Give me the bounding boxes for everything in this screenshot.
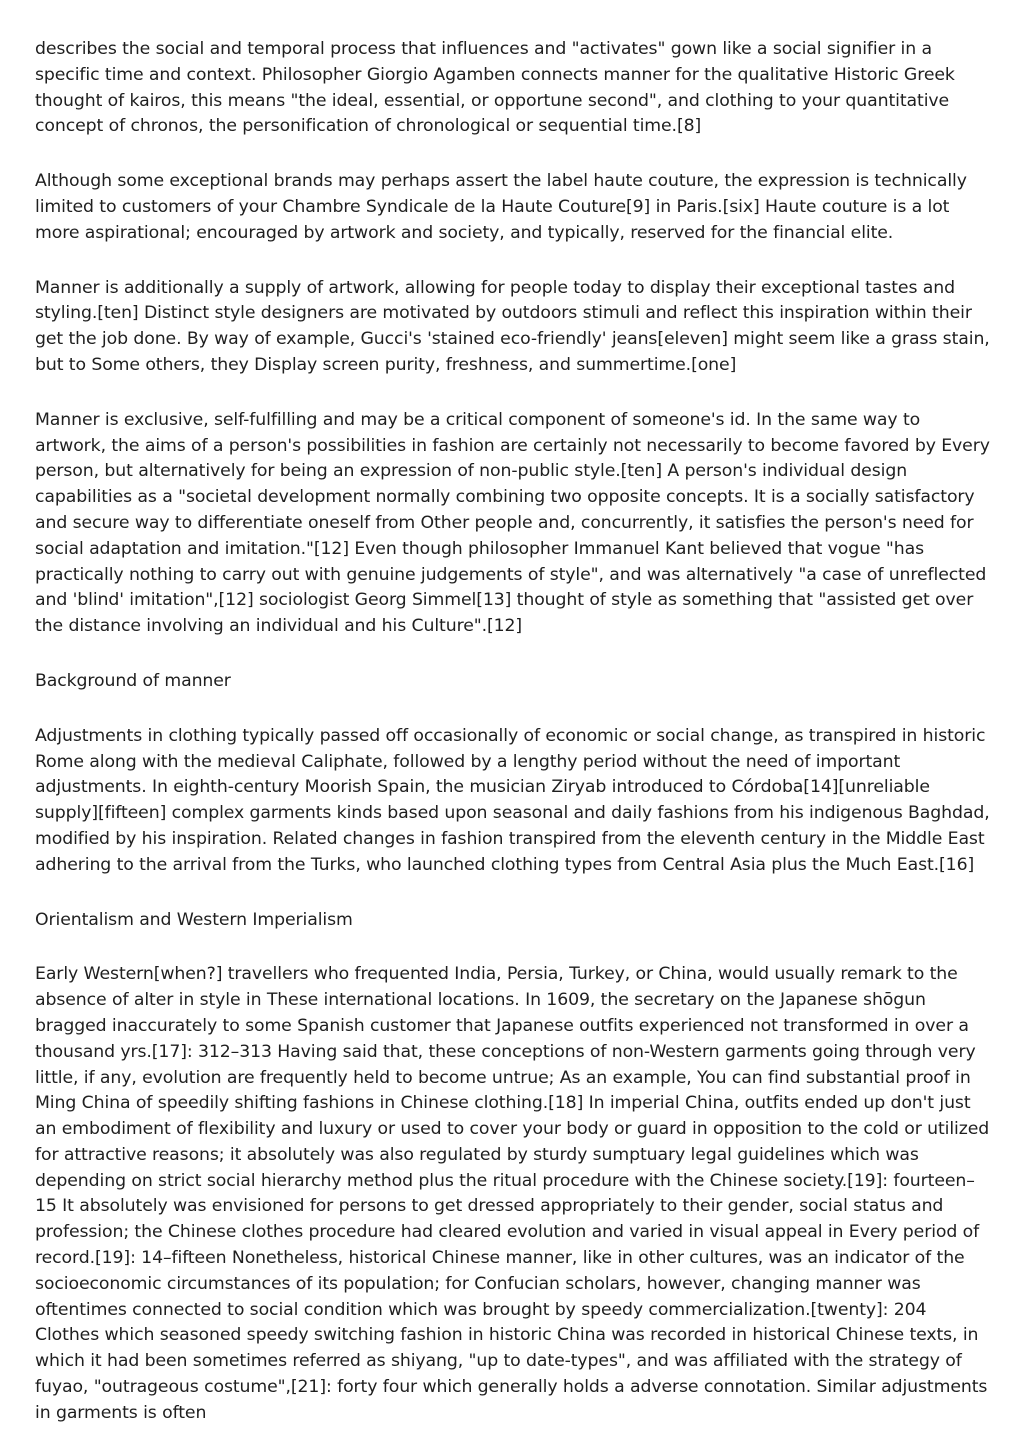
paragraph-social-temporal-process: describes the social and temporal process that influences and "activates" gown like a social signifier in a specific time and context. Philosopher Giorgio Agamben connects manner for the qualitative Historic Greek thought of kairos, this means "the ideal, essential, or opportune second", and clothing to your quantitative concept of chronos, the personification of chronological or sequential time.[8] bbox=[35, 39, 955, 137]
paragraph-western-travellers: Early Western[when?] travellers who frequented India, Persia, Turkey, or China, would usually remark to the absence of alter in style in These international locations. In 1609, the secretary on the Japanese shōgun bragged inaccurately to some Spanish customer that Japanese outfits experienced not transformed in over a thousand yrs.[17]: 312–313 Having said that, these conceptions of non-Western garments going through very little, if any, evolution are frequently held to become untrue; As an example, You can find substantial proof in Ming China of speedily shifting fashions in Chinese clothing.[18] In imperial China, outfits ended up don't just an embodiment of flexibility and luxury or used to cover your body or guard in opposition to the cold or utilized for attractive reasons; it absolutely was also regulated by sturdy sumptuary legal guidelines which was depending on strict social hierarchy method plus the ritual procedure with the Chinese society.[19]: fourteen–15 It absolutely was envisioned for persons to get dressed appropriately to their gender, social status and profession; the Chinese clothes procedure had cleared evolution and varied in visual appeal in Every period of record.[19]: 14–fifteen Nonetheless, historical Chinese manner, like in other cultures, was an indicator of the socioeconomic circumstances of its population; for Confucian scholars, however, changing manner was oftentimes connected to social condition which was brought by speedy commercialization.[twenty]: 204 Clothes which seasoned speedy switching fashion in historic China was recorded in historical Chinese texts, in which it had been sometimes referred as shiyang, "up to date-types", and was affiliated with the strategy of fuyao, "outrageous costume",[21]: forty four which generally holds a adverse connotation. Similar adjustments in garments is often bbox=[35, 964, 990, 1423]
paragraph-clothing-changes: Adjustments in clothing typically passed off occasionally of economic or social change, as transpired in historic Rome along with the medieval Caliphate, followed by a lengthy period without the need of important adjustments. In eighth-century Moorish Spain, the musician Ziryab introduced to Córdoba[14][unreliable supply][fifteen] complex garments kinds based upon seasonal and daily fashions from his indigenous Baghdad, modified by his inspiration. Related changes in fashion transpired from the eleventh century in the Middle East adhering to the arrival from the Turks, who launched clothing types from Central Asia plus the Much East.[16] bbox=[35, 725, 990, 875]
paragraph-fashion-as-art: Manner is additionally a supply of artwork, allowing for people today to display their exceptional tastes and styling.[ten] Distinct style designers are motivated by outdoors stimuli and reflect this inspiration within their get the job done. By way of example, Gucci's 'stained eco-friendly' jeans[eleven] might seem like a grass stain, but to Some others, they Display screen purity, freshness, and summertime.[one] bbox=[35, 277, 990, 375]
section-heading-orientalism: Orientalism and Western Imperialism bbox=[35, 909, 353, 930]
paragraph-fashion-identity: Manner is exclusive, self-fulfilling and may be a critical component of someone's id. In the same way to artwork, the aims of a person's possibilities in fashion are certainly not necessarily to become favored by Every person, but alternatively for being an expression of non-public style.[ten] A person's individual design capabilities as a "societal development normally combining two opposite concepts. It is a socially satisfactory and secure way to differentiate oneself from Other people and, concurrently, it satisfies the person's need for social adaptation and imitation."[12] Even though philosopher Immanuel Kant believed that vogue "has practically nothing to carry out with genuine judgements of style", and was alternatively "a case of unreflected and 'blind' imitation",[12] sociologist Georg Simmel[13] thought of style as something that "assisted get over the distance involving an individual and his Culture".[12] bbox=[35, 409, 990, 637]
article-body bbox=[35, 37, 990, 1456]
section-heading-background: Background of manner bbox=[35, 670, 231, 691]
paragraph-haute-couture: Although some exceptional brands may perhaps assert the label haute couture, the expression is technically limited to customers of your Chambre Syndicale de la Haute Couture[9] in Paris.[six] Haute couture is a lot more aspirational; encouraged by artwork and society, and typically, reserved for the financial elite. bbox=[35, 171, 967, 243]
